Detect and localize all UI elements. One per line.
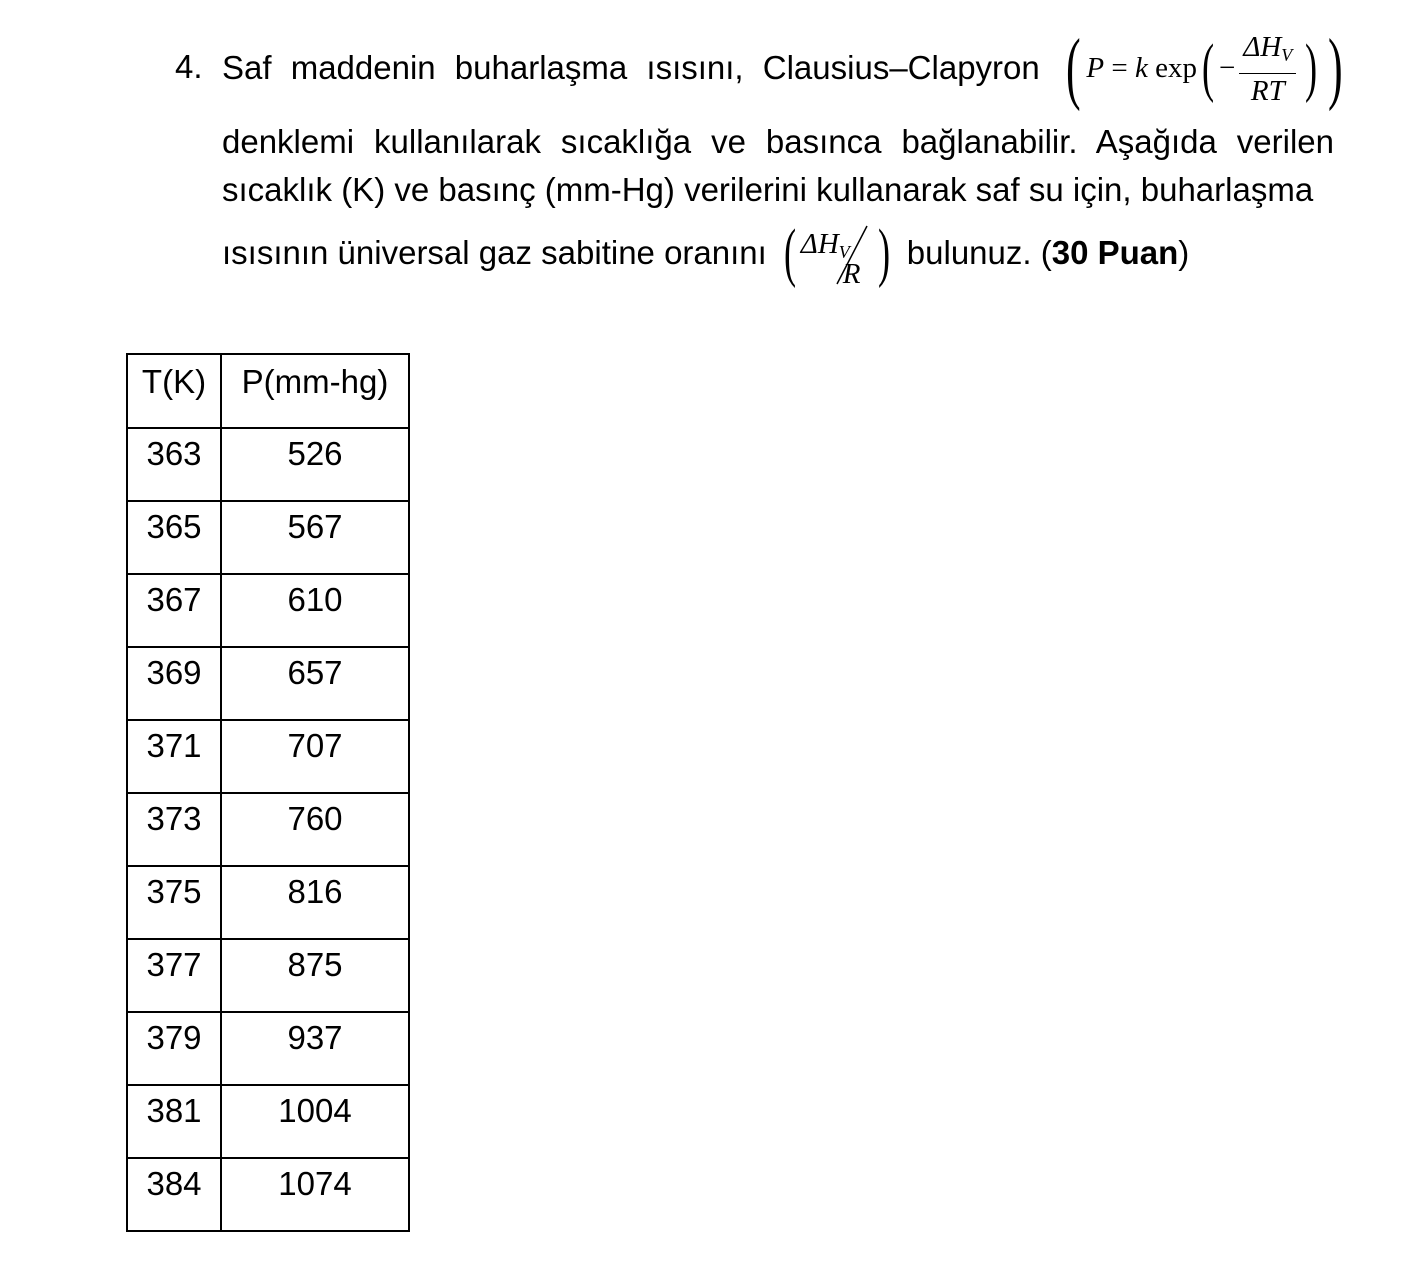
cell-temperature: 377 — [127, 939, 221, 1012]
cell-pressure: 875 — [221, 939, 409, 1012]
cell-pressure: 526 — [221, 428, 409, 501]
points-label: 30 Puan — [1051, 234, 1179, 271]
question-line-1 — [222, 18, 1343, 118]
table-header-row — [127, 354, 409, 428]
cell-pressure: 567 — [221, 501, 409, 574]
question-line-3: ısısının üniversal gaz sabitine oranını ( $\Delta H_V$ R ) bulunuz. ( 30 Puan ) — [222, 216, 1190, 290]
table-row — [127, 866, 409, 939]
cell-temperature: 371 — [127, 720, 221, 793]
table-row — [127, 793, 409, 866]
cell-temperature: 367 — [127, 574, 221, 647]
cell-temperature: 369 — [127, 647, 221, 720]
table-row — [127, 574, 409, 647]
header-temperature: T(K) — [127, 354, 221, 428]
question-text — [222, 18, 1343, 292]
question-line-2: denklemi kullanılarak sıcaklığa ve basınca bağlanabilir. Aşağıda verilen sıcaklık (K) ve basınç (mm-Hg) verilerini kullanarak saf su için, buharlaşma — [222, 123, 1334, 208]
cell-temperature: 363 — [127, 428, 221, 501]
table-row — [127, 501, 409, 574]
table-row — [127, 1158, 409, 1231]
cell-pressure: 1004 — [221, 1085, 409, 1158]
cell-pressure: 1074 — [221, 1158, 409, 1231]
ratio-formula: ( $\Delta H_V$ R ) — [783, 216, 890, 290]
question-number: 4. — [175, 48, 203, 85]
cell-temperature: 379 — [127, 1012, 221, 1085]
clausius-clapeyron-formula: ( P = k exp ( − $\frac{\Delta H_V}{RT}$ ) ) — [1065, 24, 1343, 112]
cell-pressure: 816 — [221, 866, 409, 939]
cell-pressure: 657 — [221, 647, 409, 720]
cell-temperature: 373 — [127, 793, 221, 866]
table-row — [127, 720, 409, 793]
cell-pressure: 937 — [221, 1012, 409, 1085]
cell-pressure: 610 — [221, 574, 409, 647]
table-row — [127, 428, 409, 501]
cell-pressure: 707 — [221, 720, 409, 793]
cell-temperature: 381 — [127, 1085, 221, 1158]
question-intro: Saf maddenin buharlaşma ısısını, Clausius–Clapyron — [222, 49, 1040, 86]
cell-pressure: 760 — [221, 793, 409, 866]
table-row — [127, 939, 409, 1012]
cell-temperature: 375 — [127, 866, 221, 939]
table-row — [127, 1085, 409, 1158]
cell-temperature: 384 — [127, 1158, 221, 1231]
table-row — [127, 1012, 409, 1085]
formula-fraction: $\frac{\Delta H_V}{RT}$ — [1239, 29, 1296, 108]
data-table — [126, 353, 410, 1232]
cell-temperature: 365 — [127, 501, 221, 574]
header-pressure: P(mm-hg) — [221, 354, 409, 428]
table-row — [127, 647, 409, 720]
